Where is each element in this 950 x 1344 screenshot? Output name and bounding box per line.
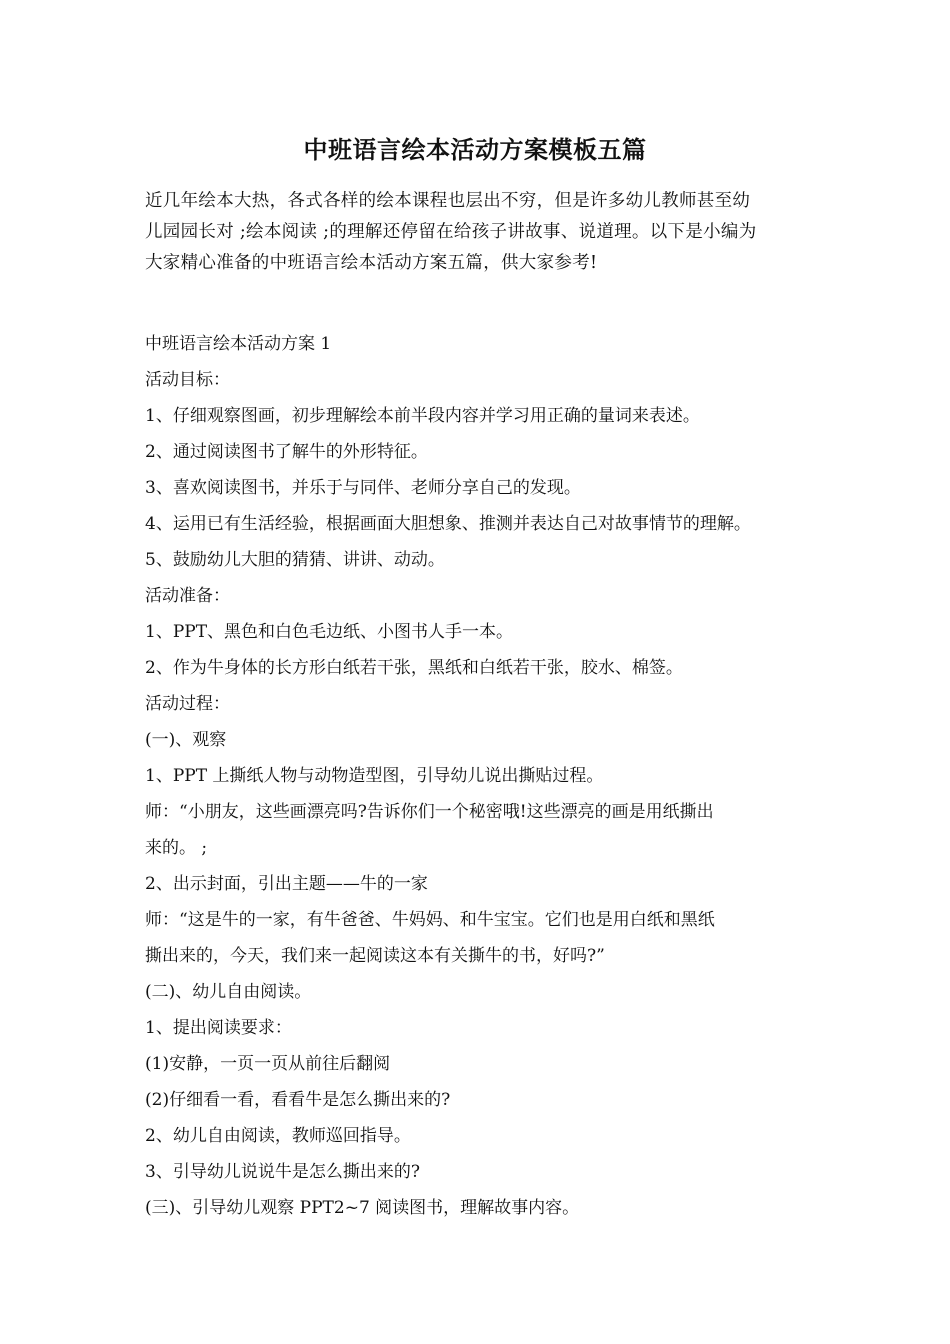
subheading-process: 活动过程：: [145, 694, 230, 714]
intro-line: 大家精心准备的中班语言绘本活动方案五篇，供大家参考!: [145, 253, 598, 273]
intro-paragraph: [145, 186, 815, 279]
document-body: [145, 326, 825, 1226]
body-line: (1)安静，一页一页从前往后翻阅: [145, 1054, 391, 1074]
body-line: 1、PPT 上撕纸人物与动物造型图，引导幼儿说出撕贴过程。: [145, 766, 604, 786]
body-line: 2、幼儿自由阅读，教师巡回指导。: [145, 1126, 411, 1146]
body-line: 4、运用已有生活经验，根据画面大胆想象、推测并表达自己对故事情节的理解。: [145, 514, 751, 534]
body-line: 1、仔细观察图画，初步理解绘本前半段内容并学习用正确的量词来表述。: [145, 406, 700, 426]
intro-line: 近几年绘本大热，各式各样的绘本课程也层出不穷，但是许多幼儿教师甚至幼: [145, 191, 751, 211]
intro-line: 儿园园长对 ;绘本阅读 ;的理解还停留在给孩子讲故事、说道理。以下是小编为: [145, 222, 757, 242]
body-line: 师：“这是牛的一家，有牛爸爸、牛妈妈、和牛宝宝。它们也是用白纸和黑纸: [145, 910, 715, 930]
body-line: (二)、幼儿自由阅读。: [145, 982, 312, 1002]
body-line: 2、作为牛身体的长方形白纸若干张，黑纸和白纸若干张，胶水、棉签。: [145, 658, 683, 678]
body-line: (一)、观察: [145, 730, 227, 750]
body-line: 2、出示封面，引出主题——牛的一家: [145, 874, 428, 894]
body-line: 2、通过阅读图书了解牛的外形特征。: [145, 442, 428, 462]
body-line: 1、提出阅读要求：: [145, 1018, 292, 1038]
subheading-preparation: 活动准备：: [145, 586, 230, 606]
body-line: 3、喜欢阅读图书，并乐于与同伴、老师分享自己的发现。: [145, 478, 581, 498]
body-line: (三)、引导幼儿观察 PPT2~7 阅读图书，理解故事内容。: [145, 1198, 580, 1218]
section-heading: 中班语言绘本活动方案 1: [145, 334, 332, 354]
body-line: 3、引导幼儿说说牛是怎么撕出来的?: [145, 1162, 420, 1182]
body-line: 1、PPT、黑色和白色毛边纸、小图书人手一本。: [145, 622, 514, 642]
body-line: 撕出来的，今天，我们来一起阅读这本有关撕牛的书，好吗?”: [145, 946, 605, 966]
body-line: 师：“小朋友，这些画漂亮吗?告诉你们一个秘密哦!这些漂亮的画是用纸撕出: [145, 802, 714, 822]
subheading-goals: 活动目标：: [145, 370, 230, 390]
body-line: 来的。 ;: [145, 838, 208, 858]
body-line: 5、鼓励幼儿大胆的猜猜、讲讲、动动。: [145, 550, 445, 570]
body-line: (2)仔细看一看，看看牛是怎么撕出来的?: [145, 1090, 451, 1110]
document-title: 中班语言绘本活动方案模板五篇: [303, 135, 647, 164]
